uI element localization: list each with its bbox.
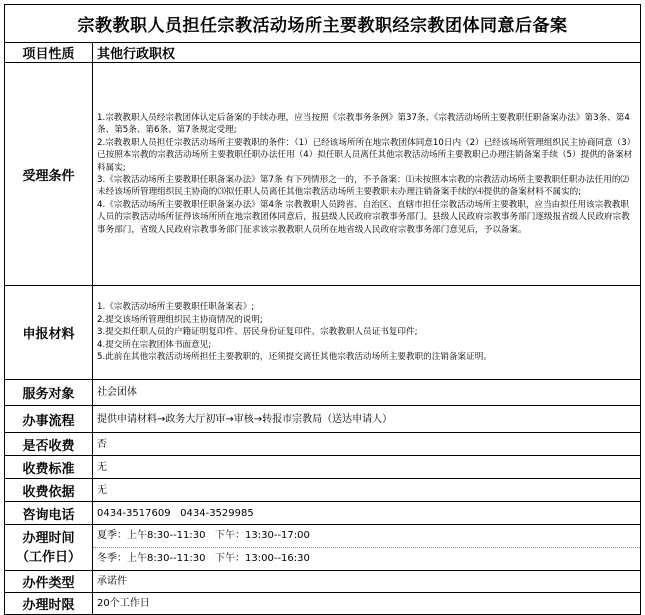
service-guide-table [4,4,641,615]
hours-winter: 冬季：上午8:30--11:30 下午：13:00--16:30 [97,553,310,564]
value-service-target: 社会团体 [93,380,641,406]
value-project-nature: 其他行政职权 [93,43,641,63]
row-acceptance [5,63,641,286]
label-service-target: 服务对象 [5,380,93,406]
value-type: 承诺件 [93,571,641,593]
label-hours-line-1: 办理时间 [22,530,75,546]
label-fee-standard: 收费标准 [5,456,93,479]
label-time-limit: 办理时限 [5,593,93,615]
service-guide-sheet [4,4,640,615]
acceptance-line-4: 4.《宗教活动场所主要教职任职备案办法》第4条 宗教教职人员跨省、自治区、直辖市担任宗教活动场所主要教职，应当由拟任用该宗教教职人员的宗教活动场所征得该场所所在地宗教团体同意后，报县级人民政府宗教事务部门。县级人民政府宗教事务部门逐级报省级人民政府宗教事务部门，省级人民政府宗教事务部门征求该宗教教职人员所在地省级人民政府宗教事务部门意见后，予以备案。 [97,199,630,235]
value-process: 提供申请材料→政务大厅初审→审核→转报市宗教局（送达申请人） [93,406,641,433]
row-materials [5,286,641,380]
title-row [5,5,641,43]
materials-line-5: 5.此前在其他宗教活动场所担任主要教职的，还须提交离任其他宗教活动场所主要教职的注销备案证明。 [97,352,492,363]
value-phone: 0434-3517609 0434-3529985 [93,502,641,525]
row-process [5,406,641,433]
acceptance-line-3: 3.《宗教活动场所主要教职任职备案办法》第7条 有下列情形之一的，不予备案：⑴未按照本宗教的宗教活动场所主要教职任职办法任用的⑵未经该场所管理组织民主协商的⑶拟任职人员离任其他宗教活动场所主要教职未办理注销备案手续的⑷提供的备案材料不属实的; [97,175,630,198]
acceptance-line-2: 2.宗教教职人员担任宗教活动场所主要教职的条件：（1）已经该场所所在地宗教团体同意10日内（2）已经该场所管理组织民主协商同意（3）已按照本宗教的宗教活动场所主要教职任职办法任用（4）拟任职人员离任其他宗教活动场所主要教职已办理注销备案手续（5）提供的备案材料属实; [97,137,636,173]
value-charge: 否 [93,433,641,456]
value-fee-standard: 无 [93,456,641,479]
row-charge [5,433,641,456]
materials-line-3: 3.提交拟任职人员的户籍证明复印件、居民身份证复印件、宗教教职人员证书复印件; [97,327,418,338]
label-materials: 申报材料 [5,286,93,380]
label-hours-line-2: （工作日） [15,549,81,565]
value-time-limit: 20个工作日 [93,593,641,615]
document-title: 宗教教职人员担任宗教活动场所主要教职经宗教团体同意后备案 [5,5,641,43]
label-charge: 是否收费 [5,433,93,456]
materials-line-1: 1.《宗教活动场所主要教职任职备案表》; [97,302,255,313]
label-acceptance: 受理条件 [5,63,93,286]
label-process: 办事流程 [5,406,93,433]
row-project-nature [5,43,641,63]
acceptance-line-1: 1.宗教教职人员经宗教团体认定后备案的手续办理，应当按照《宗教事务条例》第37条、《宗教活动场所主要教职任职备案办法》第3条、第4条、第5条、第6条、第7条规定受理; [97,112,630,136]
label-fee-basis: 收费依据 [5,479,93,502]
label-type: 办件类型 [5,571,93,593]
row-phone [5,502,641,525]
value-fee-basis: 无 [93,479,641,502]
row-service-target [5,380,641,406]
row-fee-basis [5,479,641,502]
row-hours [5,525,641,571]
row-time-limit [5,593,641,615]
value-hours [93,525,641,571]
value-acceptance [93,63,641,286]
hours-summer: 夏季：上午8:30--11:30 下午：13:30--17:00 [93,525,640,548]
materials-line-4: 4.提交所在宗教团体书面意见; [97,339,212,350]
label-project-nature: 项目性质 [5,43,93,63]
row-fee-standard [5,456,641,479]
materials-line-2: 2.提交该场所管理组织民主协商情况的说明; [97,314,263,325]
row-type [5,571,641,593]
label-hours [5,525,93,571]
label-phone: 咨询电话 [5,502,93,525]
value-materials [93,286,641,380]
